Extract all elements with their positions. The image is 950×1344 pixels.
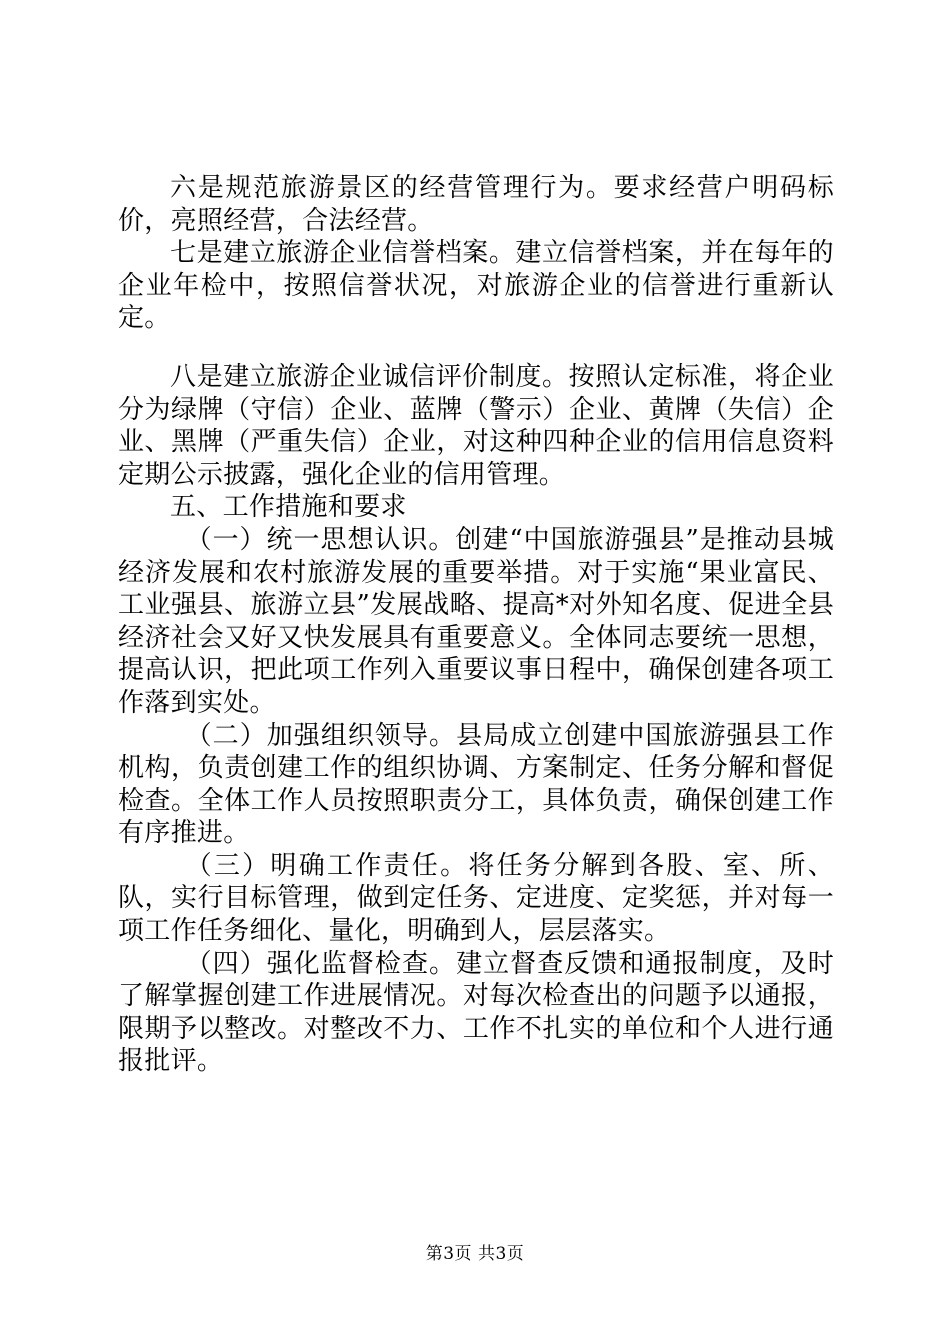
paragraph-measure-3: （三）明确工作责任。将任务分解到各股、室、所、队，实行目标管理，做到定任务、定进度、定奖惩，并对每一项工作任务细化、量化，明确到人，层层落实。	[118, 850, 834, 947]
paragraph-eight: 八是建立旅游企业诚信评价制度。按照认定标准，将企业分为绿牌（守信）企业、蓝牌（警示）企业、黄牌（失信）企业、黑牌（严重失信）企业，对这种四种企业的信用信息资料定期公示披露，强化企业的信用管理。	[118, 361, 834, 490]
page-footer: 第3页 共3页	[425, 1244, 525, 1264]
paragraph-measure-1: （一）统一思想认识。创建“中国旅游强县”是推动县城经济发展和农村旅游发展的重要举措。对于实施“果业富民、工业强县、旅游立县”发展战略、提高*对外知名度、促进全县经济社会又好又快发展具有重要意义。全体同志要统一思想，提高认识，把此项工作列入重要议事日程中，确保创建各项工作落到实处。	[118, 524, 834, 718]
paragraph-seven: 七是建立旅游企业信誉档案。建立信誉档案，并在每年的企业年检中，按照信誉状况，对旅游企业的信誉进行重新认定。	[118, 238, 834, 334]
paragraph-measure-2: （二）加强组织领导。县局成立创建中国旅游强县工作机构，负责创建工作的组织协调、方案制定、任务分解和督促检查。全体工作人员按照职责分工，具体负责，确保创建工作有序推进。	[118, 720, 834, 849]
paragraph-six: 六是规范旅游景区的经营管理行为。要求经营户明码标价，亮照经营，合法经营。	[118, 173, 834, 236]
section-heading: 五、工作措施和要求	[170, 492, 407, 523]
document-body	[118, 172, 834, 1078]
paragraph-measure-4: （四）强化监督检查。建立督查反馈和通报制度，及时了解掌握创建工作进展情况。对每次检查出的问题予以通报，限期予以整改。对整改不力、工作不扎实的单位和个人进行通报批评。	[118, 948, 834, 1077]
